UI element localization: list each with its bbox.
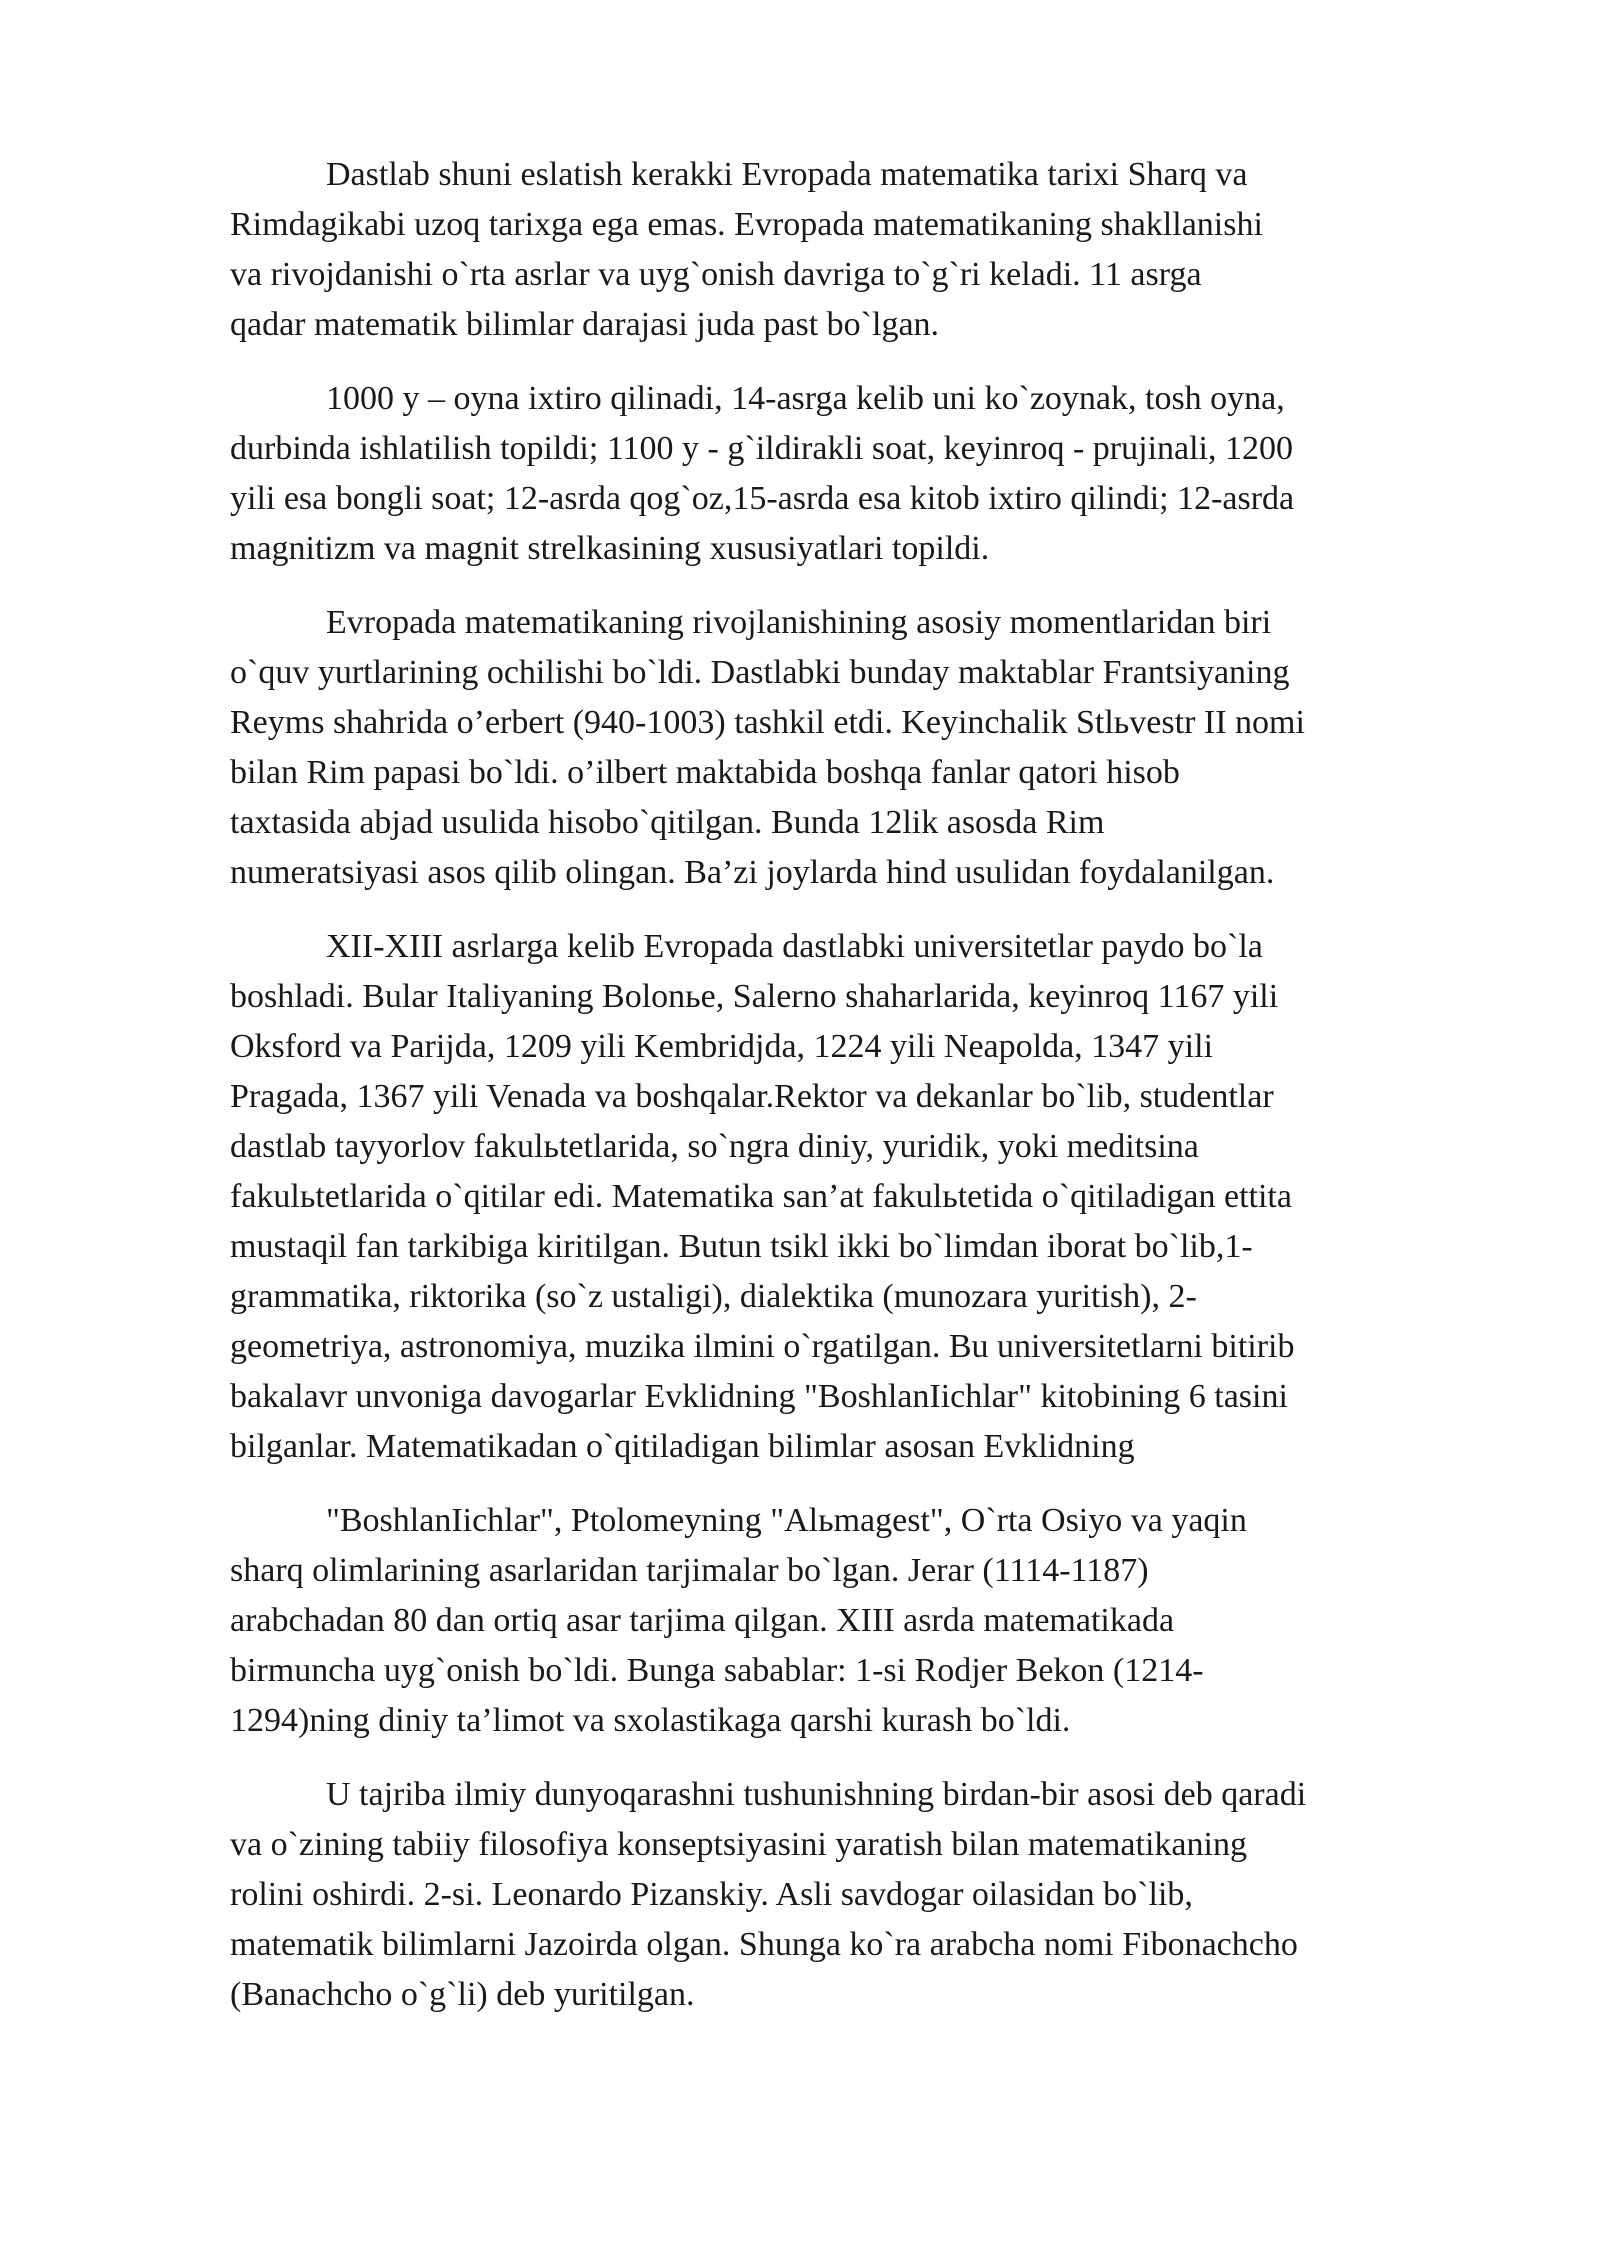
text-line: matematik bilimlarni Jazoirda olgan. Shunga ko`ra arabcha nomi Fibonachcho [230,1926,1298,1963]
text-line: geometriya, astronomiya, muzika ilmini o`rgatilgan. Bu universitetlarni bitirib [230,1328,1295,1365]
text-line: sharq olimlarining asarlaridan tarjimalar bo`lgan. Jerar (1114-1187) [230,1552,1149,1589]
text-line: durbinda ishlatilish topildi; 1100 y - g`ildirakli soat, keyinroq - prujinali, 1200 [230,430,1293,467]
text-line: bilan Rim papasi bo`ldi. o’ilbert maktabida boshqa fanlar qatori hisob [230,754,1180,791]
text-line: mustaqil fan tarkibiga kiritilgan. Butun tsikl ikki bo`limdan iborat bo`lib,1- [230,1228,1253,1265]
text-line: U tajriba ilmiy dunyoqarashni tushunishning birdan-bir asosi deb qaradi [326,1776,1307,1813]
text-line: fakulьtetlarida o`qitilar edi. Matematika san’at fakulьtetida o`qitiladigan ettita [230,1178,1292,1215]
text-line: bilganlar. Matematikadan o`qitiladigan bilimlar asosan Evklidning [230,1428,1135,1465]
text-line: (Banachcho o`g`li) deb yuritilgan. [230,1976,695,2013]
text-line: rolini oshirdi. 2-si. Leonardo Pizanskiy. Asli savdogar oilasidan bo`lib, [230,1876,1193,1913]
text-line: 1294)ning diniy ta’limot va sxolastikaga qarshi kurash bo`ldi. [230,1702,1071,1739]
document-body [230,150,1490,2044]
paragraph-3 [230,598,1490,898]
text-line: magnitizm va magnit strelkasining xususiyatlari topildi. [230,530,990,567]
text-line: yili esa bongli soat; 12-asrda qog`oz,15-asrda esa kitob ixtiro qilindi; 12-asrda [230,480,1295,517]
text-line: Pragada, 1367 yili Venada va boshqalar.Rektor va dekanlar bo`lib, studentlar [230,1078,1274,1115]
text-line: Reyms shahrida o’erbert (940-1003) tashkil etdi. Keyinchalik Stlьvestr II nomi [230,704,1305,741]
text-line: bakalavr unvoniga davogarlar Evklidning "BoshlanIichlar" kitobining 6 tasini [230,1378,1288,1415]
text-line: va rivojdanishi o`rta asrlar va uyg`onish davriga to`g`ri keladi. 11 asrga [230,256,1202,293]
text-line: o`quv yurtlarining ochilishi bo`ldi. Dastlabki bunday maktablar Frantsiyaning [230,654,1290,691]
paragraph-5 [230,1496,1490,1746]
text-line: XII-XIII asrlarga kelib Evropada dastlabki universitetlar paydo bo`la [326,928,1263,965]
text-line: qadar matematik bilimlar darajasi juda past bo`lgan. [230,306,940,343]
text-line: grammatika, riktorika (so`z ustaligi), dialektika (munozara yuritish), 2- [230,1278,1197,1315]
paragraph-6 [230,1770,1490,2020]
text-line: numeratsiyasi asos qilib olingan. Ba’zi joylarda hind usulidan foydalanilgan. [230,854,1275,891]
text-line: dastlab tayyorlov fakulьtetlarida, so`ngra diniy, yuridik, yoki meditsina [230,1128,1199,1165]
text-line: va o`zining tabiiy filosofiya konseptsiyasini yaratish bilan matematikaning [230,1826,1247,1863]
text-line: arabchadan 80 dan ortiq asar tarjima qilgan. XIII asrda matematikada [230,1602,1175,1639]
text-line: "BoshlanIichlar", Ptolomeyning "Alьmagest", O`rta Osiyo va yaqin [326,1502,1247,1539]
text-line: birmuncha uyg`onish bo`ldi. Bunga sabablar: 1-si Rodjer Bekon (1214- [230,1652,1204,1689]
paragraph-1 [230,150,1490,350]
text-line: Evropada matematikaning rivojlanishining asosiy momentlaridan biri [326,604,1272,641]
text-line: Rimdagikabi uzoq tarixga ega emas. Evropada matematikaning shakllanishi [230,206,1263,243]
text-line: boshladi. Bular Italiyaning Bolonьe, Salerno shaharlarida, keyinroq 1167 yili [230,978,1279,1015]
paragraph-4 [230,922,1490,1472]
text-line: taxtasida abjad usulida hisobo`qitilgan. Bunda 12lik asosda Rim [230,804,1105,841]
text-line: Oksford va Parijda, 1209 yili Kembridjda, 1224 yili Neapolda, 1347 yili [230,1028,1214,1065]
paragraph-2 [230,374,1490,574]
text-line: 1000 y – oyna ixtiro qilinadi, 14-asrga kelib uni ko`zoynak, tosh oyna, [326,380,1285,417]
text-line: Dastlab shuni eslatish kerakki Evropada matematika tarixi Sharq va [326,156,1248,193]
